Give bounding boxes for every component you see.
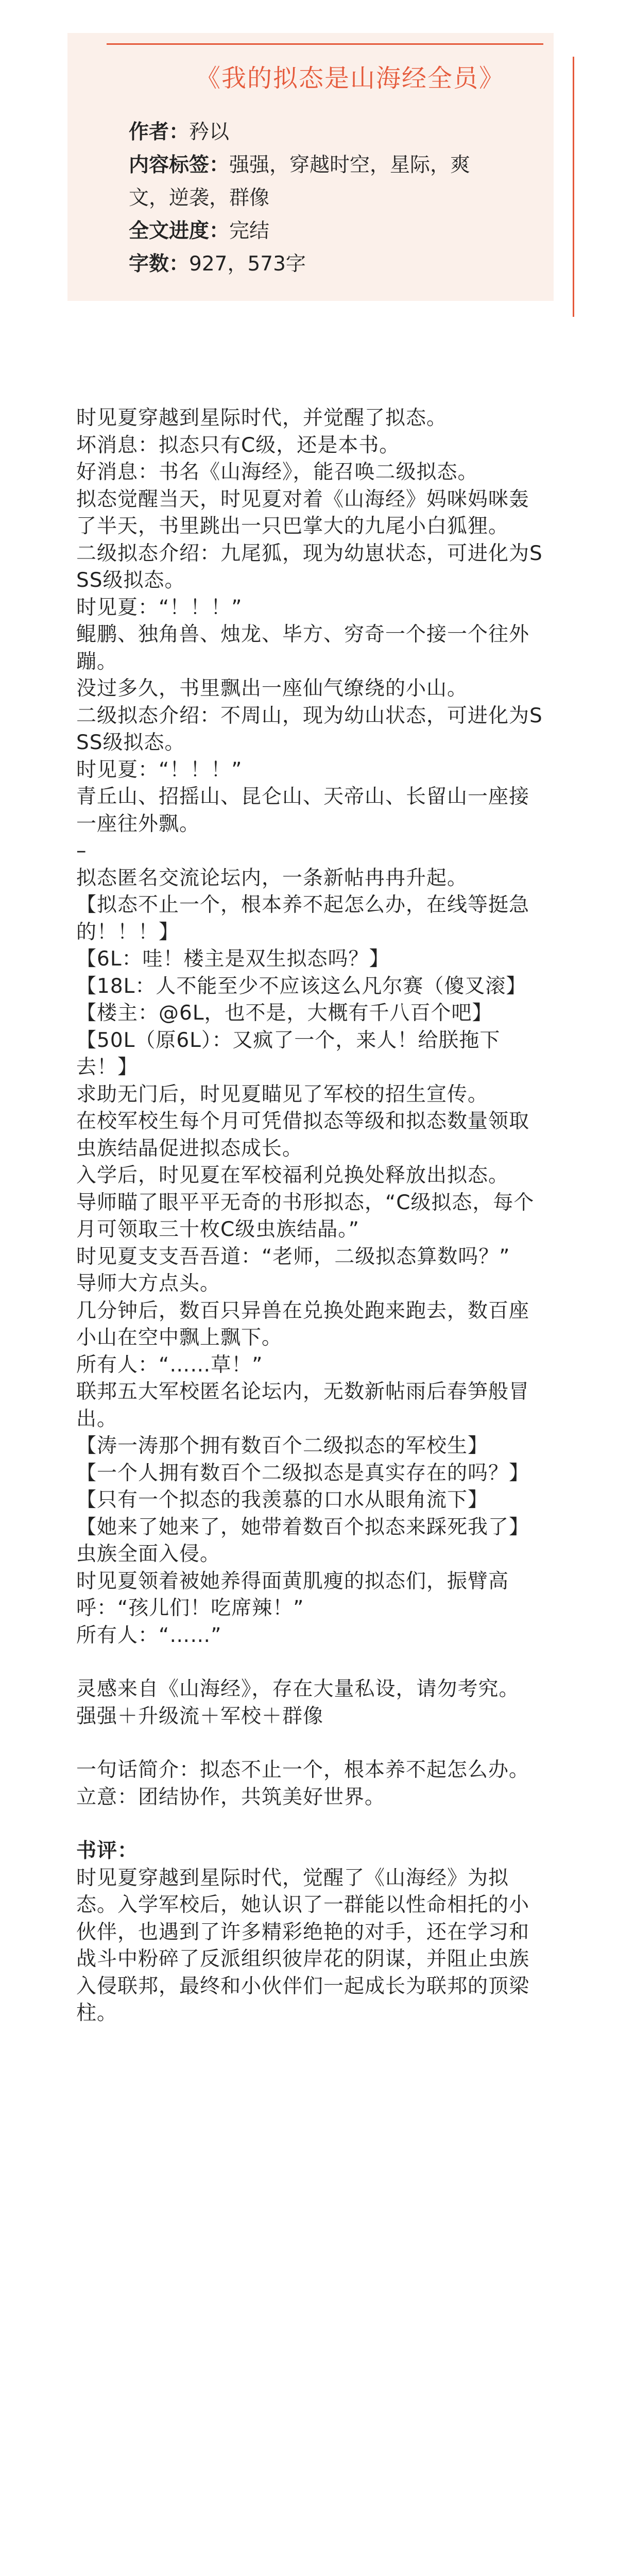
- article-paragraph: 导师大方点头。: [76, 1272, 221, 1295]
- article-paragraph: 没过多久，书里飘出一座仙气缭绕的小山。: [76, 677, 468, 700]
- review-label: 书评：: [76, 1839, 139, 1862]
- tags-row: [129, 149, 551, 182]
- author-label: 作者：: [129, 121, 190, 144]
- article-paragraph: 强强＋升级流＋军校＋群像: [76, 1704, 324, 1728]
- article-paragraph: 二级拟态介绍：不周山，现为幼山状态，可进化为SSS级拟态。: [76, 704, 543, 754]
- article-paragraph: 一句话简介：拟态不止一个，根本养不起怎么办。: [76, 1758, 530, 1782]
- article-paragraph: 时见夏：“！！！”: [76, 758, 243, 782]
- progress-label: 全文进度：: [129, 219, 230, 243]
- article-paragraph: 【一个人拥有数百个二级拟态是真实存在的吗？】: [76, 1461, 530, 1485]
- tags-label: 内容标签：: [129, 154, 230, 177]
- article-paragraph: 灵感来自《山海经》，存在大量私设，请勿考究。: [76, 1677, 520, 1701]
- tags-value-line2: 文，逆袭，群像: [129, 187, 270, 210]
- article-paragraph: 联邦五大军校匿名论坛内，无数新帖雨后春笋般冒出。: [76, 1380, 530, 1431]
- article-paragraph: 几分钟后，数百只异兽在兑换处跑来跑去，数百座小山在空中飘上飘下。: [76, 1299, 530, 1349]
- article-paragraph: 求助无门后，时见夏瞄见了军校的招生宣传。: [76, 1082, 489, 1106]
- article-paragraph: 时见夏领着被她养得面黄肌瘦的拟态们，振臂高呼：“孩儿们！吃席辣！”: [76, 1569, 509, 1620]
- article-paragraph: 【拟态不止一个，根本养不起怎么办，在线等挺急的！！！】: [76, 893, 530, 944]
- article-paragraph: 【她来了她来了，她带着数百个拟态来踩死我了】: [76, 1515, 530, 1539]
- article-paragraph: 【只有一个拟态的我羡慕的口水从眼角流下】: [76, 1488, 489, 1512]
- article-paragraph: 坏消息：拟态只有C级，还是本书。: [76, 433, 400, 457]
- word-count-value: 927，573字: [189, 252, 306, 276]
- article-paragraph: 拟态觉醒当天，时见夏对着《山海经》妈咪妈咪轰了半天，书里跳出一只巴掌大的九尾小白狐狸。: [76, 487, 530, 538]
- article-paragraph: [76, 1649, 549, 1676]
- card-accent-line-top: [107, 43, 543, 45]
- article-paragraph: 时见夏支支吾吾道：“老师，二级拟态算数吗？”: [76, 1245, 510, 1268]
- article-paragraph: 虫族全面入侵。: [76, 1543, 221, 1566]
- article-paragraph: 【6L：哇！楼主是双生拟态吗？】: [76, 947, 390, 971]
- article-paragraph: [76, 1811, 549, 1838]
- progress-row: [129, 215, 551, 248]
- article-paragraph: 【涛一涛那个拥有数百个二级拟态的军校生】: [76, 1434, 489, 1458]
- article-paragraph: 立意：团结协作，共筑美好世界。: [76, 1785, 386, 1809]
- tags-value-line1: 强强，穿越时空，星际，爽: [229, 154, 471, 177]
- article-body: [76, 405, 549, 2027]
- article-paragraph: 所有人：“……”: [76, 1623, 222, 1647]
- article-paragraph: 【50L（原6L）：又疯了一个，来人！给朕拖下去！】: [76, 1028, 501, 1079]
- article-paragraph: –: [76, 839, 87, 862]
- word-count-row: [129, 248, 551, 281]
- review-heading: [76, 1838, 549, 1865]
- author-value: 矜以: [189, 121, 230, 144]
- book-title: 《我的拟态是山海经全员》: [196, 64, 505, 93]
- article-paragraph: 二级拟态介绍：九尾狐，现为幼崽状态，可进化为SSS级拟态。: [76, 541, 543, 592]
- article-paragraph: 时见夏：“！！！”: [76, 596, 243, 619]
- review-text: 时见夏穿越到星际时代，觉醒了《山海经》为拟态。入学军校后，她认识了一群能以性命相托的小伙伴，也遇到了许多精彩绝艳的对手，还在学习和战斗中粉碎了反派组织彼岸花的阴谋，并阻止虫族入侵联邦，最终和小伙伴们一起成长为联邦的顶梁柱。: [76, 1866, 530, 2025]
- article-paragraph: 鲲鹏、独角兽、烛龙、毕方、穷奇一个接一个往外蹦。: [76, 623, 530, 673]
- article-paragraph: 导师瞄了眼平平无奇的书形拟态，“C级拟态，每个月可领取三十枚C级虫族结晶。”: [76, 1191, 535, 1241]
- book-meta: [129, 116, 551, 281]
- synopsis: [76, 405, 549, 1838]
- article-paragraph: 拟态匿名交流论坛内，一条新帖冉冉升起。: [76, 866, 468, 890]
- author-row: [129, 116, 551, 149]
- progress-value: 完结: [229, 219, 270, 243]
- article-paragraph: [76, 1730, 549, 1757]
- article-paragraph: 在校军校生每个月可凭借拟态等级和拟态数量领取虫族结晶促进拟态成长。: [76, 1110, 530, 1160]
- article-paragraph: 入学后，时见夏在军校福利兑换处释放出拟态。: [76, 1164, 509, 1187]
- article-paragraph: 【18L：人不能至少不应该这么凡尔赛（傻叉滚】: [76, 974, 527, 998]
- word-count-label: 字数：: [129, 252, 190, 276]
- tags-row-continued: [129, 182, 551, 215]
- article-paragraph: 所有人：“……草！”: [76, 1353, 263, 1377]
- article-paragraph: 时见夏穿越到星际时代，并觉醒了拟态。: [76, 406, 448, 430]
- card-accent-line-right: [573, 57, 574, 317]
- article-paragraph: 青丘山、招摇山、昆仑山、天帝山、长留山一座接一座往外飘。: [76, 785, 530, 836]
- article-paragraph: 【楼主：@6L，也不是，大概有千八百个吧】: [76, 1002, 493, 1025]
- article-paragraph: 好消息：书名《山海经》，能召唤二级拟态。: [76, 461, 478, 484]
